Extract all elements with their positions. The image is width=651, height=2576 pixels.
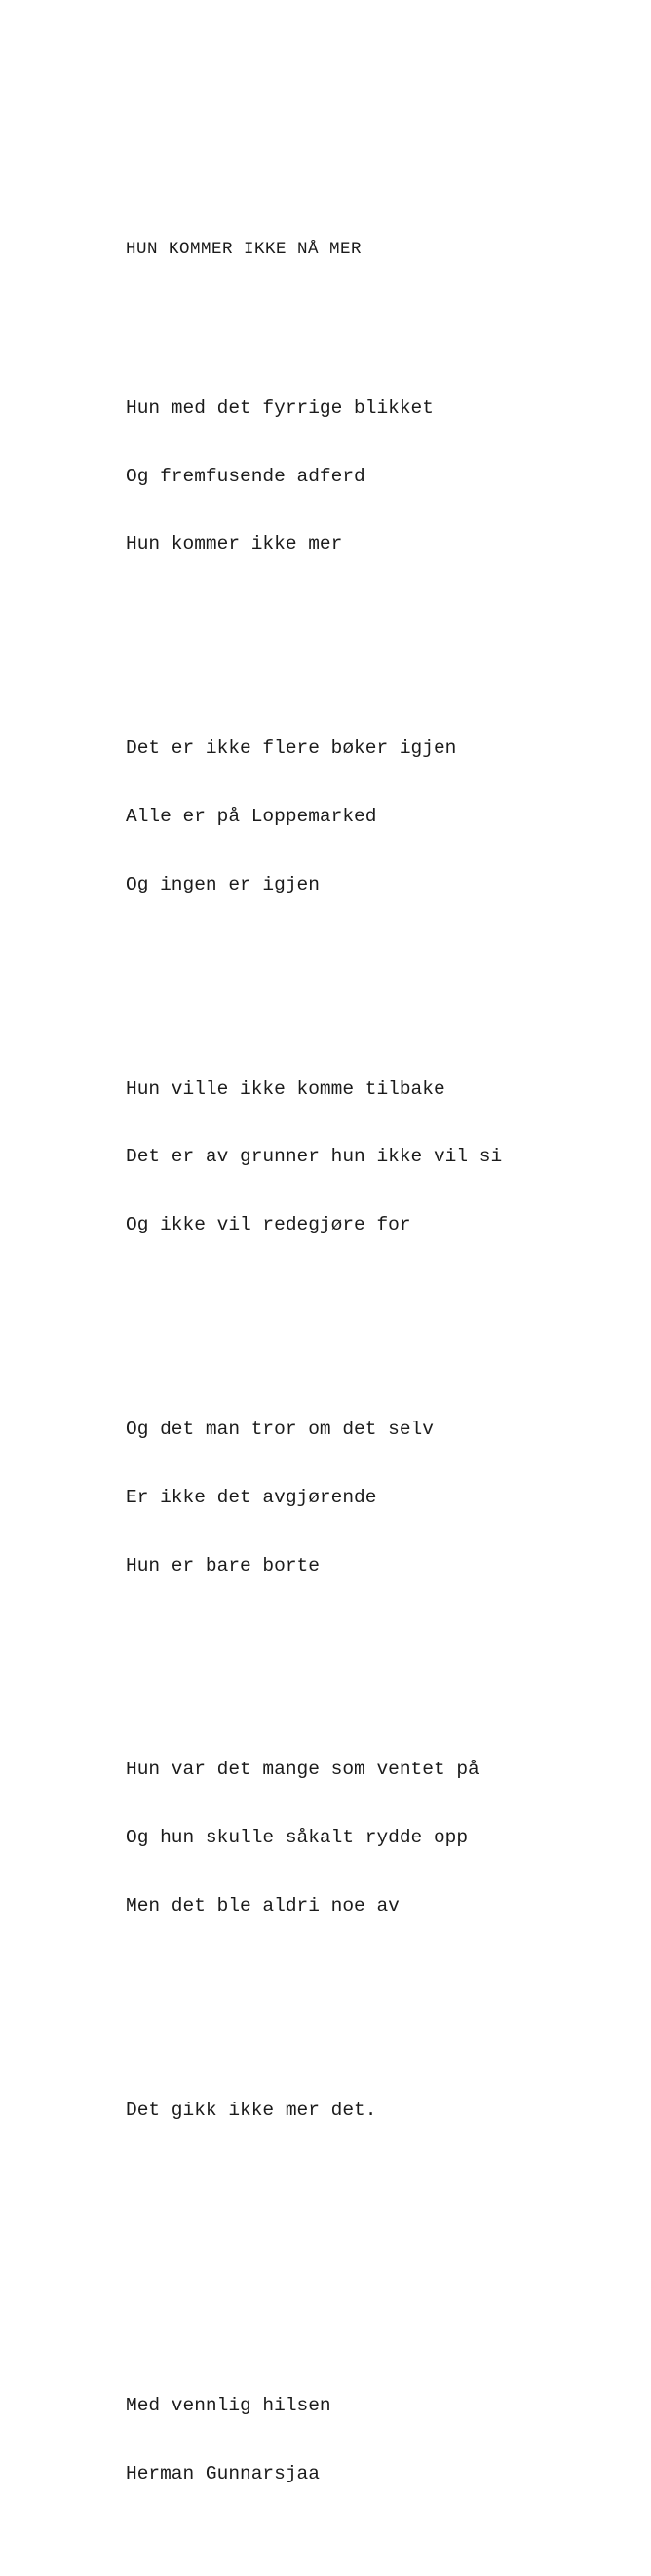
poem-title: HUN KOMMER IKKE NÅ MER	[126, 239, 363, 259]
author-name: Herman Gunnarsjaa	[126, 2462, 320, 2484]
poem-line: Og ingen er igjen	[126, 873, 320, 895]
closing-spacer	[126, 2258, 502, 2281]
stanza-1	[126, 352, 502, 601]
poem-line: Hun ville ikke komme tilbake	[126, 1078, 445, 1100]
stanza-2	[126, 693, 502, 942]
stanza-5	[126, 1714, 502, 1963]
poem-line: Hun er bare borte	[126, 1554, 320, 1576]
closing-signature	[126, 2349, 502, 2530]
poem-line: Og hun skulle såkalt rydde opp	[126, 1827, 469, 1849]
stanza-6	[126, 2054, 502, 2167]
poem-line: Og fremfusende adferd	[126, 465, 365, 487]
poem-line: Og det man tror om det selv	[126, 1419, 434, 1441]
stanza-3	[126, 1033, 502, 1282]
poem-line: Hun kommer ikke mer	[126, 533, 343, 555]
poem-line: Men det ble aldri noe av	[126, 1895, 400, 1917]
poem-line: Alle er på Loppemarked	[126, 806, 377, 828]
closing-greeting: Med vennlig hilsen	[126, 2394, 331, 2416]
poem-text-block	[126, 193, 502, 2576]
poem-line: Er ikke det avgjørende	[126, 1486, 377, 1508]
poem-line: Hun med det fyrrige blikket	[126, 397, 434, 419]
poem-line: Og ikke vil redegjøre for	[126, 1214, 411, 1236]
poem-line: Det gikk ikke mer det.	[126, 2099, 377, 2121]
poem-line: Det er av grunner hun ikke vil si	[126, 1146, 503, 1168]
stanza-4	[126, 1373, 502, 1622]
poem-line: Hun var det mange som ventet på	[126, 1759, 479, 1781]
poem-line: Det er ikke flere bøker igjen	[126, 738, 457, 760]
